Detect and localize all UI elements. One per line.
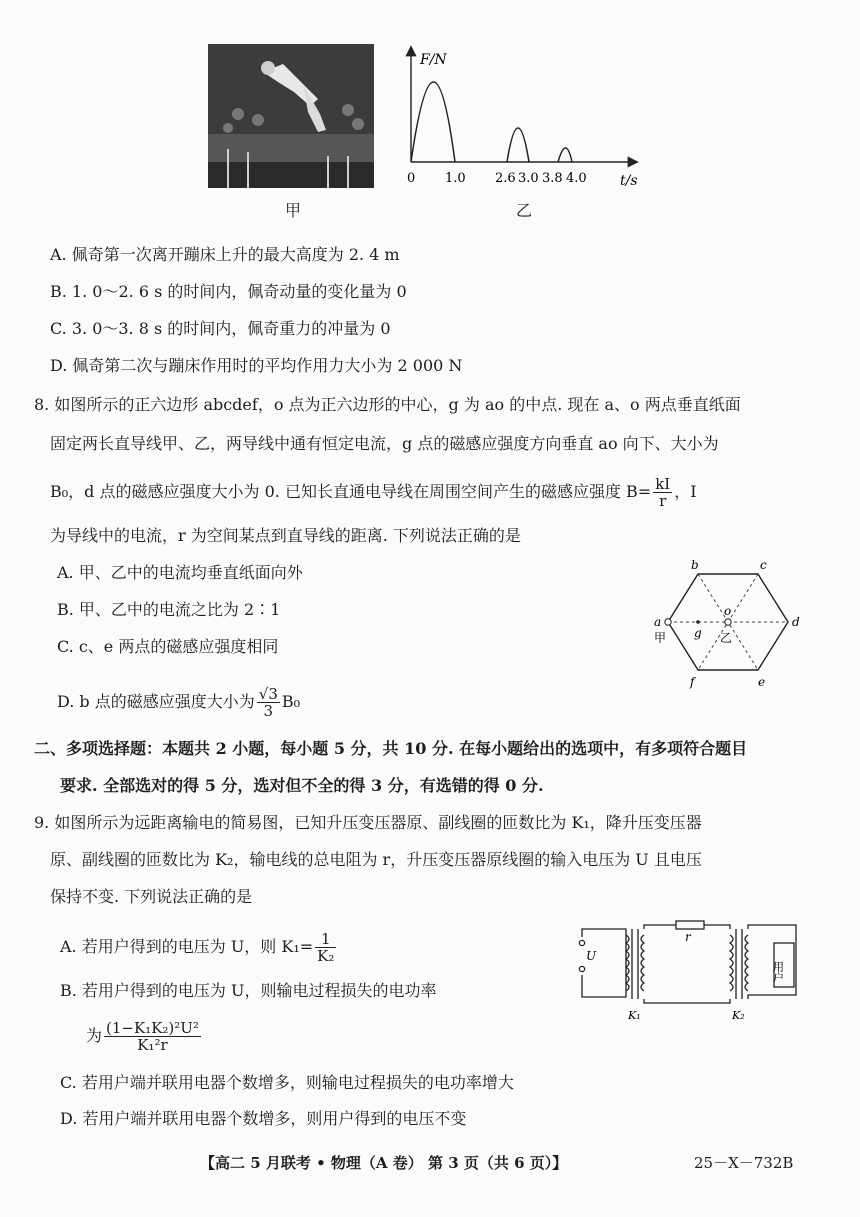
q7-option-a: A. 佩奇第一次离开蹦床上升的最大高度为 2. 4 m — [50, 245, 400, 264]
pulse-2 — [507, 128, 529, 162]
svg-text:d: d — [792, 615, 800, 629]
pulse-1 — [411, 82, 455, 162]
q9-line-2: 原、副线圈的匝数比为 K₂，输电线的总电阻为 r，升压变压器原线圈的输入电压为 U 且电压 — [50, 850, 702, 869]
q8-option-a: A. 甲、乙中的电流均垂直纸面向外 — [57, 563, 303, 582]
q8-line-4: 为导线中的电流，r 为空间某点到直导线的距离. 下列说法正确的是 — [50, 526, 521, 545]
svg-text:c: c — [760, 560, 767, 572]
svg-text:U: U — [586, 949, 597, 963]
tick-1: 1.0 — [445, 171, 466, 186]
q7-option-d: D. 佩奇第二次与蹦床作用时的平均作用力大小为 2 000 N — [50, 356, 463, 375]
svg-text:e: e — [758, 675, 766, 689]
q8-option-b: B. 甲、乙中的电流之比为 2∶1 — [57, 600, 281, 619]
tick-5: 4.0 — [566, 171, 587, 186]
q9-option-a: A. 若用户得到的电压为 U，则 K₁= $\frac{1}{\text{K₂}}$ — [60, 930, 335, 965]
y-axis-label: F/N — [420, 52, 447, 68]
caption-yi: 乙 — [516, 201, 533, 220]
svg-text:g: g — [694, 626, 702, 640]
pulse-3 — [558, 148, 572, 162]
q8-option-d: D. b 点的磁感应强度大小为 $\frac{√3}{3}$ B₀ — [57, 685, 301, 720]
svg-text:a: a — [654, 615, 662, 629]
x-axis-label: t/s — [620, 173, 638, 189]
formula-b: $\frac{kI}{r}$ — [655, 475, 671, 510]
q9-option-b-line-2: 为 $\frac{\text{(1−K₁K₂)²U²}}{\text{K₁²r}}$ — [86, 1019, 199, 1054]
q9-option-b-line-1: B. 若用户得到的电压为 U，则输电过程损失的电功率 — [60, 981, 437, 1000]
q8-line-3: B₀，d 点的磁感应强度大小为 0. 已知长直通电导线在周围空间产生的磁感应强度 B= $\frac{kI}{r}$ ，I — [50, 475, 697, 510]
svg-text:r: r — [685, 930, 691, 944]
svg-text:K₁: K₁ — [628, 1009, 641, 1022]
q9-line-3: 保持不变. 下列说法正确的是 — [50, 887, 253, 906]
svg-text:K₂: K₂ — [732, 1009, 745, 1022]
svg-text:乙: 乙 — [720, 631, 733, 645]
q8-line-1: 8. 如图所示的正六边形 abcdef，o 点为正六边形的中心，g 为 ao 的中点. 现在 a、o 两点垂直纸面 — [34, 395, 741, 414]
q8-option-c: C. c、e 两点的磁感应强度相同 — [57, 637, 279, 656]
q8-line-2: 固定两长直导线甲、乙，两导线中通有恒定电流，g 点的磁感应强度方向垂直 ao 向下、大小为 — [50, 434, 719, 453]
tick-4: 3.8 — [542, 171, 563, 186]
user-label: 用户 — [771, 961, 785, 983]
svg-text:甲: 甲 — [654, 631, 667, 645]
section-2-line-1: 二、多项选择题：本题共 2 小题，每小题 5 分，共 10 分. 在每小题给出的选项中，有多项符合题目 — [34, 739, 748, 758]
q7-option-b: B. 1. 0～2. 6 s 的时间内，佩奇动量的变化量为 0 — [50, 282, 407, 301]
svg-text:b: b — [691, 560, 699, 572]
caption-jia: 甲 — [285, 201, 302, 220]
footer-page-info: 【高二 5 月联考 • 物理（A 卷） 第 3 页（共 6 页）】 — [200, 1154, 568, 1172]
hexagon-diagram — [648, 560, 808, 695]
footer-code: 25－X－732B — [694, 1154, 794, 1172]
circuit-diagram — [568, 915, 808, 1025]
q9-line-1: 9. 如图所示为远距离输电的简易图，已知升压变压器原、副线圈的匝数比为 K₁，降升压变压器 — [34, 813, 702, 832]
q9-option-d: D. 若用户端并联用电器个数增多，则用户得到的电压不变 — [60, 1109, 467, 1128]
tick-3: 3.0 — [518, 171, 539, 186]
svg-text:f: f — [690, 675, 695, 689]
q7-option-c: C. 3. 0～3. 8 s 的时间内，佩奇重力的冲量为 0 — [50, 319, 391, 338]
force-time-graph — [400, 42, 645, 192]
section-2-line-2: 要求. 全部选对的得 5 分，选对但不全的得 3 分，有选错的得 0 分. — [60, 776, 544, 795]
tick-origin: 0 — [407, 171, 416, 186]
svg-text:o: o — [724, 604, 732, 618]
trampoline-photo — [208, 44, 374, 188]
q9-option-c: C. 若用户端并联用电器个数增多，则输电过程损失的电功率增大 — [60, 1073, 514, 1092]
tick-2: 2.6 — [495, 171, 516, 186]
